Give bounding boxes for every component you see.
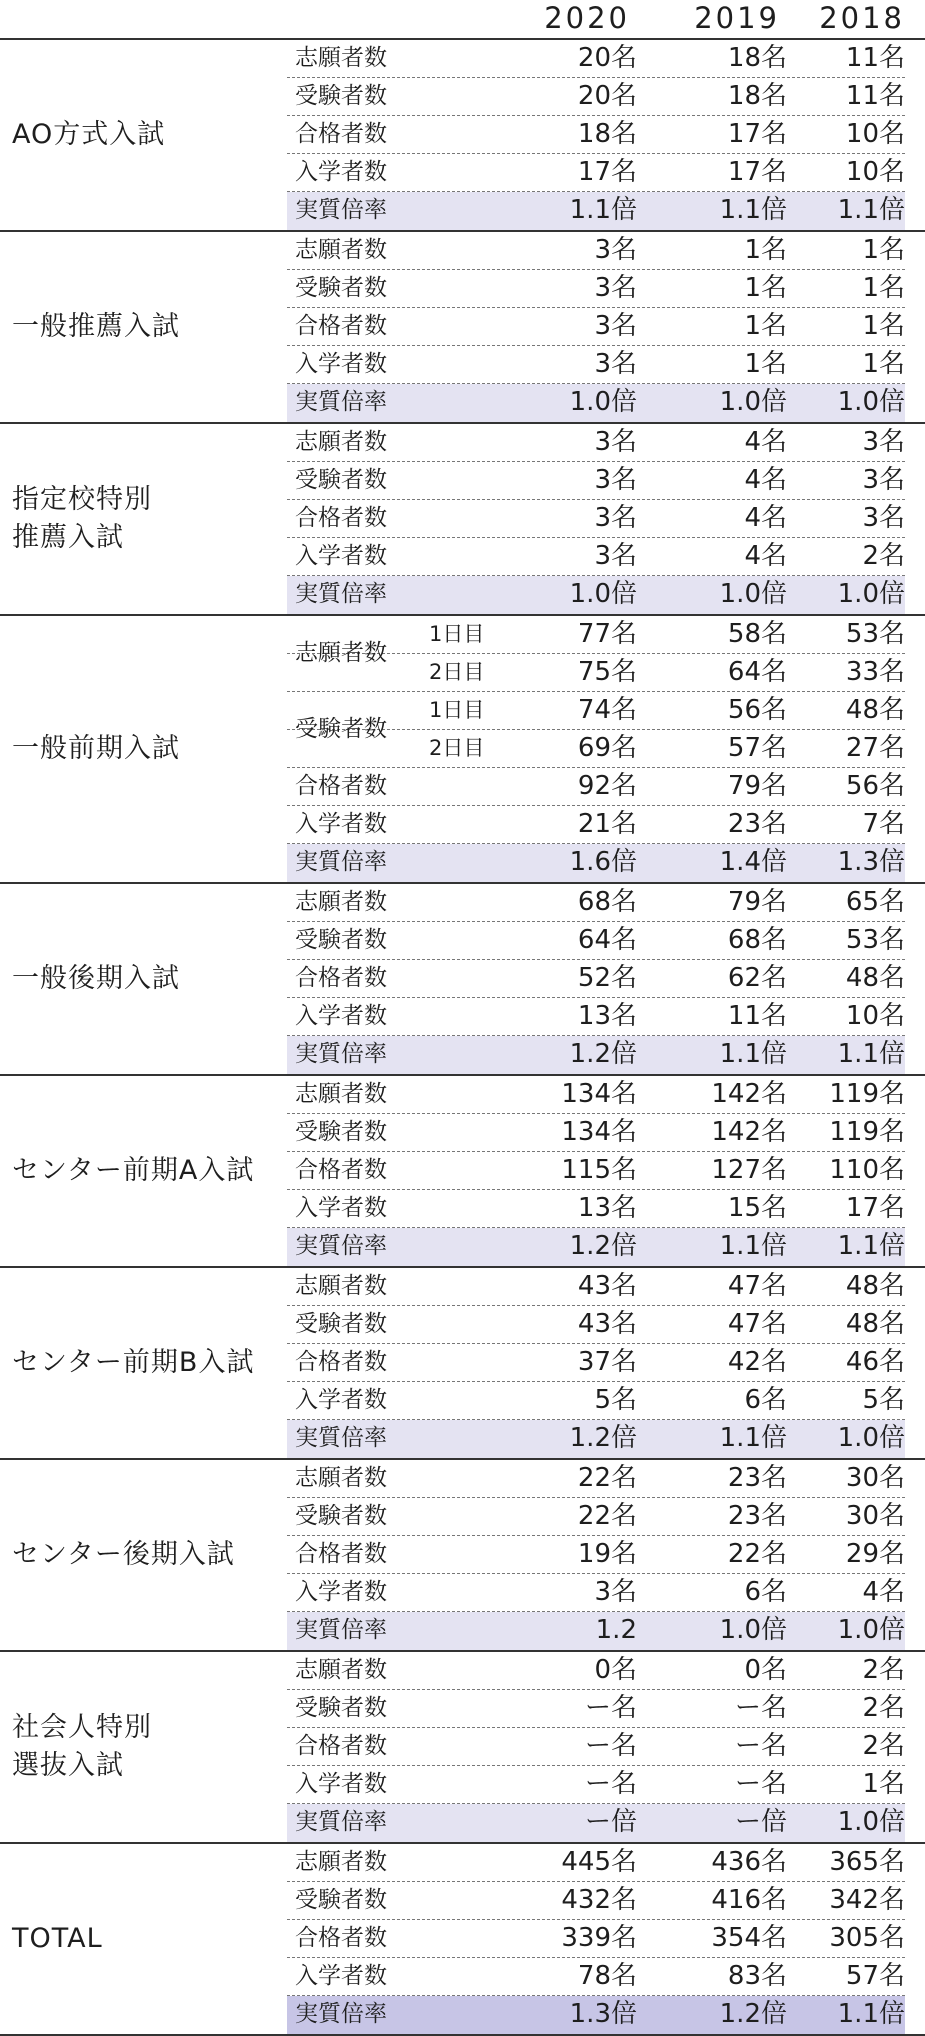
row-label: 志願者数 bbox=[295, 1273, 387, 1299]
value-2018: 1.0倍 bbox=[837, 387, 905, 417]
value-2020: 1.6倍 bbox=[569, 847, 637, 877]
row-label: 入学者数 bbox=[295, 1003, 387, 1029]
rate-row bbox=[287, 1804, 905, 1842]
value-2020: 43名 bbox=[577, 1271, 637, 1301]
table-row bbox=[287, 1344, 905, 1382]
table-row bbox=[287, 1574, 905, 1612]
value-2019: ー倍 bbox=[734, 1807, 787, 1837]
value-2018: 48名 bbox=[845, 695, 905, 725]
value-2020: 3名 bbox=[594, 1577, 637, 1607]
row-label: 合格者数 bbox=[295, 1157, 387, 1183]
exam-group-name: センター前期A入試 bbox=[12, 1155, 255, 1186]
row-label: 志願者数 bbox=[295, 237, 387, 263]
value-2019: 79名 bbox=[727, 771, 787, 801]
value-2019: 0名 bbox=[744, 1655, 787, 1685]
row-label: 入学者数 bbox=[295, 1963, 387, 1989]
row-label: 実質倍率 bbox=[295, 197, 387, 223]
value-2019: 6名 bbox=[744, 1385, 787, 1415]
row-label: 合格者数 bbox=[295, 121, 387, 147]
rate-row bbox=[287, 384, 905, 422]
exam-group-name: センター前期B入試 bbox=[12, 1347, 255, 1378]
row-label: 合格者数 bbox=[295, 773, 387, 799]
table-row bbox=[287, 1882, 905, 1920]
row-label: 受験者数 bbox=[295, 1311, 387, 1337]
value-2019: 1.1倍 bbox=[719, 1423, 787, 1453]
value-2019: 1.0倍 bbox=[719, 387, 787, 417]
table-row bbox=[287, 730, 905, 768]
row-label: 合格者数 bbox=[295, 1925, 387, 1951]
value-2019: 1.1倍 bbox=[719, 195, 787, 225]
row-label: 志願者数 bbox=[295, 1465, 387, 1491]
rate-row bbox=[287, 844, 905, 882]
value-2019: 15名 bbox=[727, 1193, 787, 1223]
exam-group bbox=[0, 1844, 925, 2036]
value-2020: 37名 bbox=[577, 1347, 637, 1377]
value-2020: 13名 bbox=[577, 1193, 637, 1223]
row-label: 受験者数 bbox=[295, 1119, 387, 1145]
value-2019: 1.4倍 bbox=[719, 847, 787, 877]
value-2020: 3名 bbox=[594, 427, 637, 457]
exam-group bbox=[0, 1268, 925, 1460]
value-2020: 17名 bbox=[577, 157, 637, 187]
value-2019: 11名 bbox=[727, 1001, 787, 1031]
row-label: 入学者数 bbox=[295, 1579, 387, 1605]
row-label: 受験者数 bbox=[295, 83, 387, 109]
value-2019: 18名 bbox=[727, 81, 787, 111]
row-label: 実質倍率 bbox=[295, 2001, 387, 2027]
value-2019: 127名 bbox=[711, 1155, 787, 1185]
rate-row bbox=[287, 1420, 905, 1458]
value-2020: 1.2倍 bbox=[569, 1423, 637, 1453]
value-2019: 47名 bbox=[727, 1271, 787, 1301]
table-row bbox=[287, 270, 905, 308]
row-label: 受験者数 bbox=[295, 716, 387, 742]
table-row bbox=[287, 424, 905, 462]
value-2019: 57名 bbox=[727, 733, 787, 763]
exam-group-name: 指定校特別 推薦入試 bbox=[12, 484, 152, 553]
exam-group-name: TOTAL bbox=[12, 1923, 103, 1954]
value-2019: 68名 bbox=[727, 925, 787, 955]
value-2019: 1.2倍 bbox=[719, 1999, 787, 2029]
value-2018: 1名 bbox=[862, 1769, 905, 1799]
value-2018: 119名 bbox=[829, 1117, 905, 1147]
value-2020: 22名 bbox=[577, 1463, 637, 1493]
row-label: 志願者数 bbox=[295, 45, 387, 71]
value-2020: 69名 bbox=[577, 733, 637, 763]
value-2020: 19名 bbox=[577, 1539, 637, 1569]
value-2018: 1.1倍 bbox=[837, 195, 905, 225]
value-2018: 7名 bbox=[862, 809, 905, 839]
value-2019: 1名 bbox=[744, 349, 787, 379]
row-label: 合格者数 bbox=[295, 965, 387, 991]
exam-group-name: 一般推薦入試 bbox=[12, 311, 180, 342]
row-label: 入学者数 bbox=[295, 1387, 387, 1413]
value-2018: 48名 bbox=[845, 963, 905, 993]
table-row bbox=[287, 1728, 905, 1766]
day-label: 2日目 bbox=[429, 660, 485, 684]
value-2019: 142名 bbox=[711, 1117, 787, 1147]
value-2018: 1.1倍 bbox=[837, 1999, 905, 2029]
row-label: 合格者数 bbox=[295, 1733, 387, 1759]
exam-group bbox=[0, 40, 925, 232]
row-label: 合格者数 bbox=[295, 1541, 387, 1567]
value-2019: 47名 bbox=[727, 1309, 787, 1339]
exam-group-name: 社会人特別 選抜入試 bbox=[12, 1712, 152, 1781]
value-2020: 22名 bbox=[577, 1501, 637, 1531]
value-2020: 78名 bbox=[577, 1961, 637, 1991]
table-row bbox=[287, 1268, 905, 1306]
row-label: 受験者数 bbox=[295, 1695, 387, 1721]
value-2018: 1.0倍 bbox=[837, 1807, 905, 1837]
value-2018: 1.0倍 bbox=[837, 1423, 905, 1453]
value-2020: 74名 bbox=[577, 695, 637, 725]
row-label: 受験者数 bbox=[295, 1503, 387, 1529]
value-2018: 1.1倍 bbox=[837, 1231, 905, 1261]
day-label: 1日目 bbox=[429, 698, 485, 722]
value-2018: 342名 bbox=[829, 1885, 905, 1915]
value-2019: 1.1倍 bbox=[719, 1039, 787, 1069]
value-2018: 305名 bbox=[829, 1923, 905, 1953]
value-2020: 3名 bbox=[594, 541, 637, 571]
table-row bbox=[287, 768, 905, 806]
row-label: 実質倍率 bbox=[295, 849, 387, 875]
exam-group bbox=[0, 232, 925, 424]
value-2019: 1.1倍 bbox=[719, 1231, 787, 1261]
value-2019: 83名 bbox=[727, 1961, 787, 1991]
value-2019: 79名 bbox=[727, 887, 787, 917]
row-label: 実質倍率 bbox=[295, 581, 387, 607]
value-2018: 119名 bbox=[829, 1079, 905, 1109]
value-2020: 1.1倍 bbox=[569, 195, 637, 225]
row-label: 志願者数 bbox=[295, 1849, 387, 1875]
value-2020: 77名 bbox=[577, 619, 637, 649]
row-label: 入学者数 bbox=[295, 1771, 387, 1797]
value-2020: 1.2 bbox=[595, 1615, 637, 1645]
value-2020: 3名 bbox=[594, 349, 637, 379]
value-2019: 1.0倍 bbox=[719, 579, 787, 609]
value-2020: 3名 bbox=[594, 311, 637, 341]
row-label: 合格者数 bbox=[295, 1349, 387, 1375]
value-2020: ー名 bbox=[584, 1769, 637, 1799]
table-row bbox=[287, 1844, 905, 1882]
exam-group-name: 一般後期入試 bbox=[12, 963, 180, 994]
value-2019: 23名 bbox=[727, 809, 787, 839]
value-2019: ー名 bbox=[734, 1731, 787, 1761]
value-2018: 1.1倍 bbox=[837, 1039, 905, 1069]
value-2018: 1名 bbox=[862, 273, 905, 303]
value-2020: ー名 bbox=[584, 1731, 637, 1761]
value-2020: 13名 bbox=[577, 1001, 637, 1031]
value-2018: 3名 bbox=[862, 465, 905, 495]
value-2019: 4名 bbox=[744, 503, 787, 533]
row-label: 入学者数 bbox=[295, 1195, 387, 1221]
value-2018: 110名 bbox=[829, 1155, 905, 1185]
year-header-2020: 2020 bbox=[544, 1, 630, 35]
value-2019: 6名 bbox=[744, 1577, 787, 1607]
rate-row bbox=[287, 1036, 905, 1074]
row-label: 合格者数 bbox=[295, 313, 387, 339]
value-2019: 354名 bbox=[711, 1923, 787, 1953]
value-2019: 1.0倍 bbox=[719, 1615, 787, 1645]
table-row bbox=[287, 1958, 905, 1996]
exam-group bbox=[0, 616, 925, 884]
value-2020: 134名 bbox=[561, 1079, 637, 1109]
value-2018: 5名 bbox=[862, 1385, 905, 1415]
value-2020: 20名 bbox=[577, 43, 637, 73]
value-2018: 10名 bbox=[845, 1001, 905, 1031]
value-2019: 416名 bbox=[711, 1885, 787, 1915]
row-label: 入学者数 bbox=[295, 351, 387, 377]
value-2018: 11名 bbox=[845, 43, 905, 73]
table-row bbox=[287, 1920, 905, 1958]
value-2020: 68名 bbox=[577, 887, 637, 917]
table-row bbox=[287, 654, 905, 692]
value-2018: 46名 bbox=[845, 1347, 905, 1377]
value-2018: 1.3倍 bbox=[837, 847, 905, 877]
row-label: 実質倍率 bbox=[295, 1425, 387, 1451]
value-2018: 53名 bbox=[845, 619, 905, 649]
value-2019: 62名 bbox=[727, 963, 787, 993]
value-2018: 27名 bbox=[845, 733, 905, 763]
value-2018: 1名 bbox=[862, 311, 905, 341]
value-2018: 30名 bbox=[845, 1501, 905, 1531]
value-2019: 17名 bbox=[727, 157, 787, 187]
table-row bbox=[287, 1152, 905, 1190]
value-2018: 11名 bbox=[845, 81, 905, 111]
row-label: 入学者数 bbox=[295, 159, 387, 185]
value-2018: 3名 bbox=[862, 503, 905, 533]
value-2019: 23名 bbox=[727, 1463, 787, 1493]
value-2019: 4名 bbox=[744, 465, 787, 495]
table-row bbox=[287, 78, 905, 116]
row-label: 入学者数 bbox=[295, 811, 387, 837]
value-2020: 5名 bbox=[594, 1385, 637, 1415]
row-label: 実質倍率 bbox=[295, 389, 387, 415]
table-row bbox=[287, 1460, 905, 1498]
value-2020: 20名 bbox=[577, 81, 637, 111]
value-2018: 1名 bbox=[862, 235, 905, 265]
row-label: 受験者数 bbox=[295, 927, 387, 953]
table-row bbox=[287, 1690, 905, 1728]
exam-group bbox=[0, 1460, 925, 1652]
value-2019: 22名 bbox=[727, 1539, 787, 1569]
table-row bbox=[287, 232, 905, 270]
row-label: 実質倍率 bbox=[295, 1233, 387, 1259]
value-2019: 18名 bbox=[727, 43, 787, 73]
value-2018: 57名 bbox=[845, 1961, 905, 1991]
value-2018: 53名 bbox=[845, 925, 905, 955]
row-label: 志願者数 bbox=[295, 889, 387, 915]
rate-row bbox=[287, 576, 905, 614]
table-row bbox=[287, 40, 905, 78]
value-2020: 92名 bbox=[577, 771, 637, 801]
value-2019: 64名 bbox=[727, 657, 787, 687]
table-row bbox=[287, 1382, 905, 1420]
value-2018: 1.0倍 bbox=[837, 579, 905, 609]
value-2019: 58名 bbox=[727, 619, 787, 649]
value-2020: 43名 bbox=[577, 1309, 637, 1339]
day-label: 2日目 bbox=[429, 736, 485, 760]
table-row bbox=[287, 116, 905, 154]
value-2020: 1.2倍 bbox=[569, 1039, 637, 1069]
value-2018: 48名 bbox=[845, 1309, 905, 1339]
value-2019: 436名 bbox=[711, 1847, 787, 1877]
value-2019: 17名 bbox=[727, 119, 787, 149]
value-2019: 42名 bbox=[727, 1347, 787, 1377]
value-2018: 10名 bbox=[845, 119, 905, 149]
row-label: 実質倍率 bbox=[295, 1041, 387, 1067]
value-2019: 4名 bbox=[744, 541, 787, 571]
value-2018: 29名 bbox=[845, 1539, 905, 1569]
rate-row bbox=[287, 1612, 905, 1650]
row-label: 受験者数 bbox=[295, 1887, 387, 1913]
value-2018: 30名 bbox=[845, 1463, 905, 1493]
table-row bbox=[287, 1190, 905, 1228]
table-row bbox=[287, 154, 905, 192]
value-2020: 1.2倍 bbox=[569, 1231, 637, 1261]
value-2019: 1名 bbox=[744, 273, 787, 303]
table-row bbox=[287, 960, 905, 998]
rate-row bbox=[287, 1996, 905, 2034]
value-2018: 1.0倍 bbox=[837, 1615, 905, 1645]
table-row bbox=[287, 346, 905, 384]
row-label: 実質倍率 bbox=[295, 1809, 387, 1835]
value-2020: ー倍 bbox=[584, 1807, 637, 1837]
value-2019: 23名 bbox=[727, 1501, 787, 1531]
table-row bbox=[287, 1536, 905, 1574]
table-row bbox=[287, 538, 905, 576]
value-2018: 2名 bbox=[862, 541, 905, 571]
value-2020: 21名 bbox=[577, 809, 637, 839]
table-row bbox=[287, 462, 905, 500]
table-row bbox=[287, 1652, 905, 1690]
exam-group-name: AO方式入試 bbox=[12, 119, 166, 150]
row-label: 志願者数 bbox=[295, 640, 387, 666]
exam-group-name: 一般前期入試 bbox=[12, 733, 180, 764]
value-2020: 3名 bbox=[594, 273, 637, 303]
row-label: 入学者数 bbox=[295, 543, 387, 569]
row-label: 志願者数 bbox=[295, 1081, 387, 1107]
value-2020: 445名 bbox=[561, 1847, 637, 1877]
value-2020: 1.0倍 bbox=[569, 387, 637, 417]
table-row bbox=[287, 500, 905, 538]
value-2020: 18名 bbox=[577, 119, 637, 149]
table-row bbox=[287, 998, 905, 1036]
row-label: 志願者数 bbox=[295, 1657, 387, 1683]
value-2019: 56名 bbox=[727, 695, 787, 725]
table-row bbox=[287, 884, 905, 922]
row-label: 受験者数 bbox=[295, 275, 387, 301]
table-row bbox=[287, 1306, 905, 1344]
value-2020: 432名 bbox=[561, 1885, 637, 1915]
value-2020: 339名 bbox=[561, 1923, 637, 1953]
value-2020: 64名 bbox=[577, 925, 637, 955]
table-row bbox=[287, 806, 905, 844]
value-2019: ー名 bbox=[734, 1693, 787, 1723]
value-2018: 2名 bbox=[862, 1731, 905, 1761]
value-2020: 3名 bbox=[594, 503, 637, 533]
value-2020: 115名 bbox=[561, 1155, 637, 1185]
table-row bbox=[287, 1076, 905, 1114]
value-2018: 2名 bbox=[862, 1655, 905, 1685]
table-row bbox=[287, 1114, 905, 1152]
value-2018: 33名 bbox=[845, 657, 905, 687]
row-label: 合格者数 bbox=[295, 505, 387, 531]
value-2018: 4名 bbox=[862, 1577, 905, 1607]
table-row bbox=[287, 1498, 905, 1536]
value-2018: 17名 bbox=[845, 1193, 905, 1223]
value-2018: 3名 bbox=[862, 427, 905, 457]
value-2020: 52名 bbox=[577, 963, 637, 993]
value-2018: 1名 bbox=[862, 349, 905, 379]
row-label: 実質倍率 bbox=[295, 1617, 387, 1643]
value-2020: ー名 bbox=[584, 1693, 637, 1723]
row-label: 受験者数 bbox=[295, 467, 387, 493]
value-2019: 1名 bbox=[744, 235, 787, 265]
table-row bbox=[287, 308, 905, 346]
value-2019: 142名 bbox=[711, 1079, 787, 1109]
value-2018: 10名 bbox=[845, 157, 905, 187]
value-2019: 4名 bbox=[744, 427, 787, 457]
value-2018: 365名 bbox=[829, 1847, 905, 1877]
table-header bbox=[0, 0, 925, 40]
value-2020: 0名 bbox=[594, 1655, 637, 1685]
table-row bbox=[287, 1766, 905, 1804]
rate-row bbox=[287, 1228, 905, 1266]
exam-group bbox=[0, 884, 925, 1076]
day-label: 1日目 bbox=[429, 622, 485, 646]
value-2019: ー名 bbox=[734, 1769, 787, 1799]
year-header-2019: 2019 bbox=[694, 1, 780, 35]
table-row bbox=[287, 922, 905, 960]
row-label: 志願者数 bbox=[295, 429, 387, 455]
rate-row bbox=[287, 192, 905, 230]
value-2018: 65名 bbox=[845, 887, 905, 917]
value-2020: 1.3倍 bbox=[569, 1999, 637, 2029]
value-2020: 3名 bbox=[594, 235, 637, 265]
exam-group bbox=[0, 424, 925, 616]
value-2020: 134名 bbox=[561, 1117, 637, 1147]
exam-group bbox=[0, 1076, 925, 1268]
year-header-2018: 2018 bbox=[819, 1, 905, 35]
value-2018: 2名 bbox=[862, 1693, 905, 1723]
value-2018: 48名 bbox=[845, 1271, 905, 1301]
exam-group-name: センター後期入試 bbox=[12, 1539, 235, 1570]
value-2019: 1名 bbox=[744, 311, 787, 341]
value-2020: 75名 bbox=[577, 657, 637, 687]
value-2018: 56名 bbox=[845, 771, 905, 801]
value-2020: 1.0倍 bbox=[569, 579, 637, 609]
value-2020: 3名 bbox=[594, 465, 637, 495]
exam-group bbox=[0, 1652, 925, 1844]
